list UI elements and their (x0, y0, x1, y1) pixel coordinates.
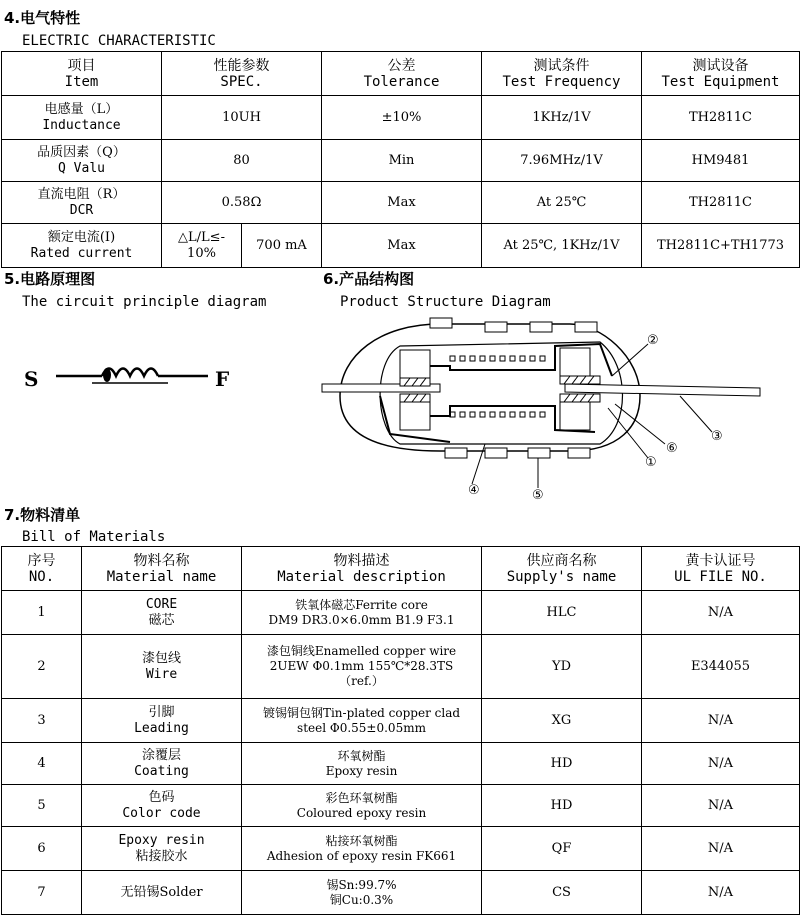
section-6-title: 6.产品结构图 (323, 270, 415, 288)
tolerance-value: ±10% (322, 96, 482, 140)
spec-value: 80 (162, 140, 322, 182)
table-row (2, 182, 800, 224)
bom-material-name: Epoxy resin 粘接胶水 (82, 827, 242, 871)
bom-supply-name: CS (482, 871, 642, 915)
item-inductance: 电感量（L） Inductance (2, 96, 162, 140)
product-structure-diagram (320, 316, 790, 506)
test-frequency-value: 1KHz/1V (482, 96, 642, 140)
table-row (2, 635, 800, 699)
bom-no: 2 (2, 635, 82, 699)
table-row (2, 699, 800, 743)
section-4-title: 4.电气特性 (4, 9, 81, 27)
table-row (2, 743, 800, 785)
tolerance-value: Min (322, 140, 482, 182)
bom-ul-file-no: E344055 (642, 635, 800, 699)
bom-ul-file-no: N/A (642, 743, 800, 785)
test-equipment-value: TH2811C (642, 182, 800, 224)
bom-material-description: 粘接环氧树酯 Adhesion of epoxy resin FK661 (242, 827, 482, 871)
callout-5: ⑤ (532, 488, 544, 503)
callout-1: ① (645, 455, 657, 470)
circuit-diagram (20, 355, 240, 405)
section-5-title: 5.电路原理图 (4, 270, 96, 288)
bom-material-name: 无铅锡Solder (82, 871, 242, 915)
header-material-description: 物料描述 Material description (242, 547, 482, 591)
test-equipment-value: TH2811C+TH1773 (642, 224, 800, 268)
bom-ul-file-no: N/A (642, 827, 800, 871)
section-7-title: 7.物料清单 (4, 506, 81, 524)
test-frequency-value: 7.96MHz/1V (482, 140, 642, 182)
bom-material-description: 镀锡铜包钢Tin-plated copper clad steel Φ0.55±0.05mm (242, 699, 482, 743)
header-item: 项目 Item (2, 52, 162, 96)
rated-condition: △L/L≤- 10% (162, 224, 242, 268)
bom-no: 7 (2, 871, 82, 915)
bom-supply-name: XG (482, 699, 642, 743)
header-supply-name: 供应商名称 Supply's name (482, 547, 642, 591)
bom-ul-file-no: N/A (642, 591, 800, 635)
bom-ul-file-no: N/A (642, 871, 800, 915)
table-row (2, 871, 800, 915)
table-row (2, 785, 800, 827)
bom-material-name: 涂覆层 Coating (82, 743, 242, 785)
bom-supply-name: HD (482, 743, 642, 785)
callout-2: ② (647, 333, 659, 348)
callout-6: ⑥ (666, 441, 678, 456)
bom-material-description: 彩色环氧树酯 Coloured epoxy resin (242, 785, 482, 827)
circuit-label-s: S (24, 367, 39, 391)
electric-characteristic-table (1, 51, 800, 268)
spec-value: 0.58Ω (162, 182, 322, 224)
header-test-frequency: 测试条件 Test Frequency (482, 52, 642, 96)
table-row (2, 140, 800, 182)
callout-3: ③ (711, 429, 723, 444)
bom-material-description: 铁氧体磁芯Ferrite core DM9 DR3.0×6.0mm B1.9 F3.1 (242, 591, 482, 635)
section-6-subtitle: Product Structure Diagram (340, 294, 551, 310)
bom-material-name: 色码 Color code (82, 785, 242, 827)
bom-ul-file-no: N/A (642, 785, 800, 827)
bill-of-materials-table (1, 546, 800, 915)
bom-supply-name: YD (482, 635, 642, 699)
header-tolerance: 公差 Tolerance (322, 52, 482, 96)
header-no: 序号 NO. (2, 547, 82, 591)
bom-no: 4 (2, 743, 82, 785)
bom-material-name: CORE 磁芯 (82, 591, 242, 635)
elec-header-row (2, 52, 800, 96)
header-material-name: 物料名称 Material name (82, 547, 242, 591)
bom-no: 1 (2, 591, 82, 635)
test-frequency-value: At 25℃ (482, 182, 642, 224)
bom-no: 5 (2, 785, 82, 827)
bom-no: 6 (2, 827, 82, 871)
bom-material-description: 环氧树酯 Epoxy resin (242, 743, 482, 785)
circuit-label-f: F (215, 367, 230, 391)
bom-material-name: 漆包线 Wire (82, 635, 242, 699)
bom-material-description: 漆包铜线Enamelled copper wire 2UEW Φ0.1mm 155℃*28.3TS （ref.） (242, 635, 482, 699)
test-equipment-value: TH2811C (642, 96, 800, 140)
table-row (2, 224, 800, 268)
bom-ul-file-no: N/A (642, 699, 800, 743)
header-ul-file-no: 黄卡认证号 UL FILE NO. (642, 547, 800, 591)
tolerance-value: Max (322, 182, 482, 224)
bom-supply-name: HLC (482, 591, 642, 635)
rated-value: 700 mA (242, 224, 322, 268)
callout-4: ④ (468, 483, 480, 498)
table-row (2, 827, 800, 871)
bom-supply-name: QF (482, 827, 642, 871)
header-test-equipment: 测试设备 Test Equipment (642, 52, 800, 96)
test-frequency-value: At 25℃, 1KHz/1V (482, 224, 642, 268)
bom-material-description: 锡Sn:99.7% 铜Cu:0.3% (242, 871, 482, 915)
bom-supply-name: HD (482, 785, 642, 827)
bom-no: 3 (2, 699, 82, 743)
item-rated-current: 额定电流(I) Rated current (2, 224, 162, 268)
bom-material-name: 引脚 Leading (82, 699, 242, 743)
item-q-value: 品质因素（Q） Q Valu (2, 140, 162, 182)
section-5-subtitle: The circuit principle diagram (22, 294, 267, 310)
table-row (2, 591, 800, 635)
section-7-subtitle: Bill of Materials (22, 529, 166, 545)
test-equipment-value: HM9481 (642, 140, 800, 182)
spec-value: 10UH (162, 96, 322, 140)
header-spec: 性能参数 SPEC. (162, 52, 322, 96)
item-dcr: 直流电阻（R） DCR (2, 182, 162, 224)
tolerance-value: Max (322, 224, 482, 268)
table-row (2, 96, 800, 140)
section-4-subtitle: ELECTRIC CHARACTERISTIC (22, 33, 216, 49)
bom-header-row (2, 547, 800, 591)
